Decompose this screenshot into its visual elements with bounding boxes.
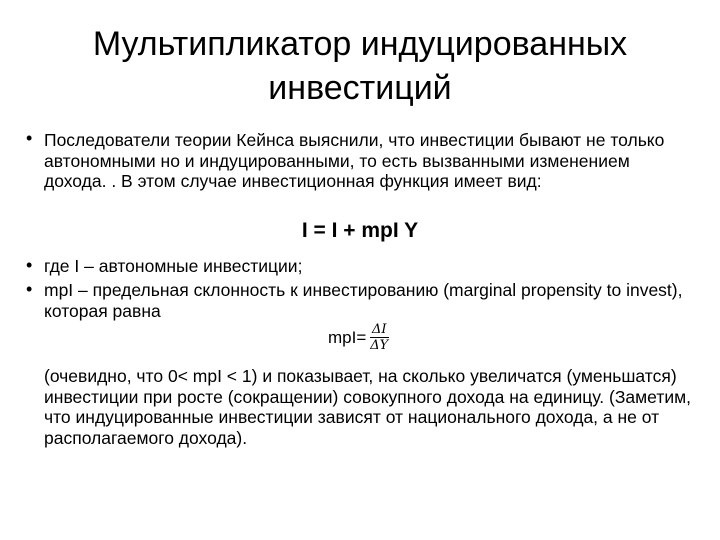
bullet-marker: • [26,279,33,299]
mpi-fraction [368,322,390,353]
paragraph-autonomous: где I – автономные инвестиции; [44,256,303,276]
mpi-formula [328,322,390,353]
investment-function-formula: I = I + mpI Y [301,219,419,242]
bullet-marker: • [26,255,33,275]
mpi-denominator: ΔY [370,338,389,353]
paragraph-mpi-definition: mpI – предельная склонность к инвестированию (marginal propensity to invest), которая равна [44,280,683,321]
paragraph-explanation: (очевидно, что 0< mpI < 1) и показывает, на сколько увеличатся (уменьшатся) инвестиции при росте (сокращении) совокупного дохода на единицу. (Заметим, что индуцированные инвестиции зависят от национального дохода, а не от располагаемого дохода). [44,366,692,448]
mpi-numerator: ΔI [372,322,387,337]
paragraph-intro: Последователи теории Кейнса выяснили, что инвестиции бывают не только автономными но и индуцированными, то есть вызванными изменением дохода. . В этом случае инвестиционная функция имеет вид: [44,130,665,191]
slide-title: Мультипликатор индуцированных инвестиций [92,25,628,107]
mpi-formula-lhs: mpI= [328,327,367,347]
bullet-marker: • [26,128,33,148]
